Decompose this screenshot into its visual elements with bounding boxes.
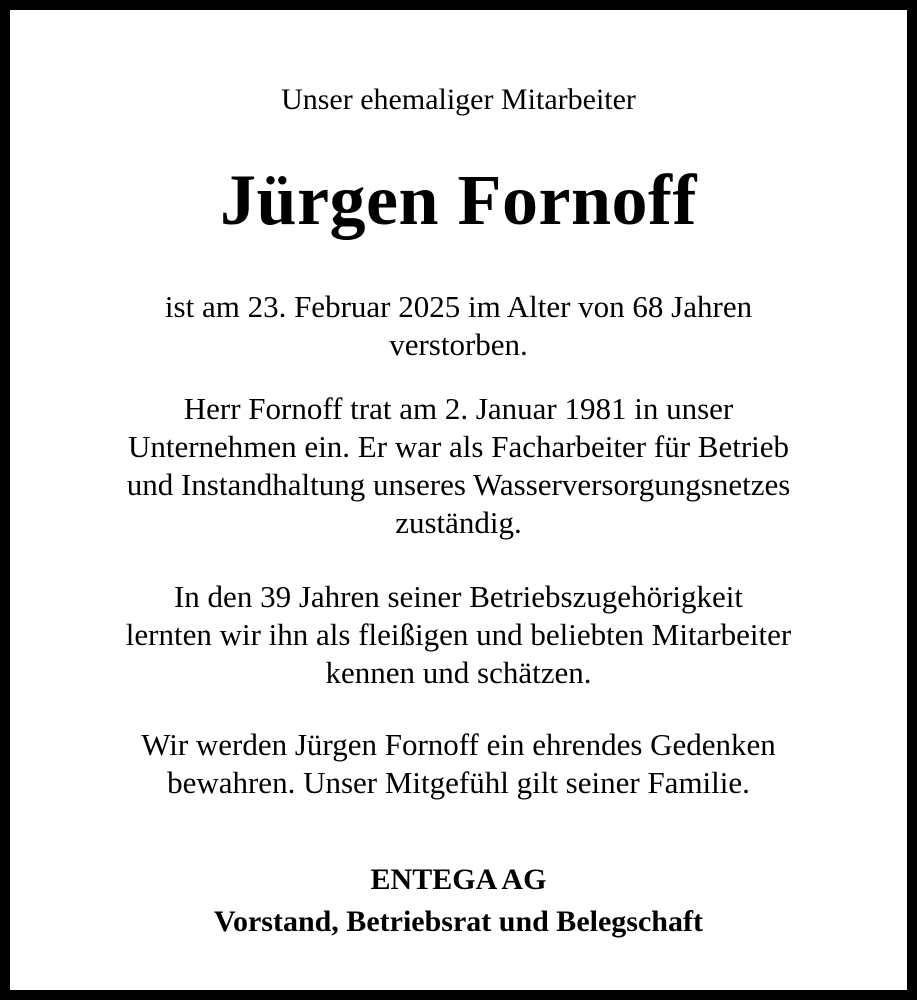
paragraph-line: lernten wir ihn als fleißigen und beliebten Mitarbeiter bbox=[125, 617, 792, 652]
paragraph-line: ist am 23. Februar 2025 im Alter von 68 Jahren bbox=[164, 289, 753, 324]
paragraph-line: bewahren. Unser Mitgefühl gilt seiner Familie. bbox=[167, 765, 750, 800]
paragraph-line: Herr Fornoff trat am 2. Januar 1981 in unser bbox=[183, 391, 734, 426]
paragraph-line: Unternehmen ein. Er war als Facharbeiter für Betrieb bbox=[127, 429, 790, 464]
death-announcement-paragraph bbox=[70, 288, 847, 364]
intro-line: Unser ehemaliger Mitarbeiter bbox=[281, 83, 636, 116]
appreciation-paragraph bbox=[70, 578, 847, 692]
signature-company: ENTEGA AG bbox=[370, 863, 547, 896]
deceased-name: Jürgen Fornoff bbox=[220, 160, 697, 240]
paragraph-line: verstorben. bbox=[389, 327, 528, 362]
paragraph-line: zuständig. bbox=[395, 505, 522, 540]
paragraph-line: kennen und schätzen. bbox=[325, 655, 592, 690]
career-paragraph bbox=[70, 390, 847, 542]
signature-groups: Vorstand, Betriebsrat und Belegschaft bbox=[214, 905, 703, 938]
remembrance-paragraph bbox=[70, 726, 847, 802]
paragraph-line: Wir werden Jürgen Fornoff ein ehrendes Gedenken bbox=[141, 727, 776, 762]
paragraph-line: In den 39 Jahren seiner Betriebszugehörigkeit bbox=[173, 579, 743, 614]
paragraph-line: und Instandhaltung unseres Wasserversorgungsnetzes bbox=[126, 467, 791, 502]
